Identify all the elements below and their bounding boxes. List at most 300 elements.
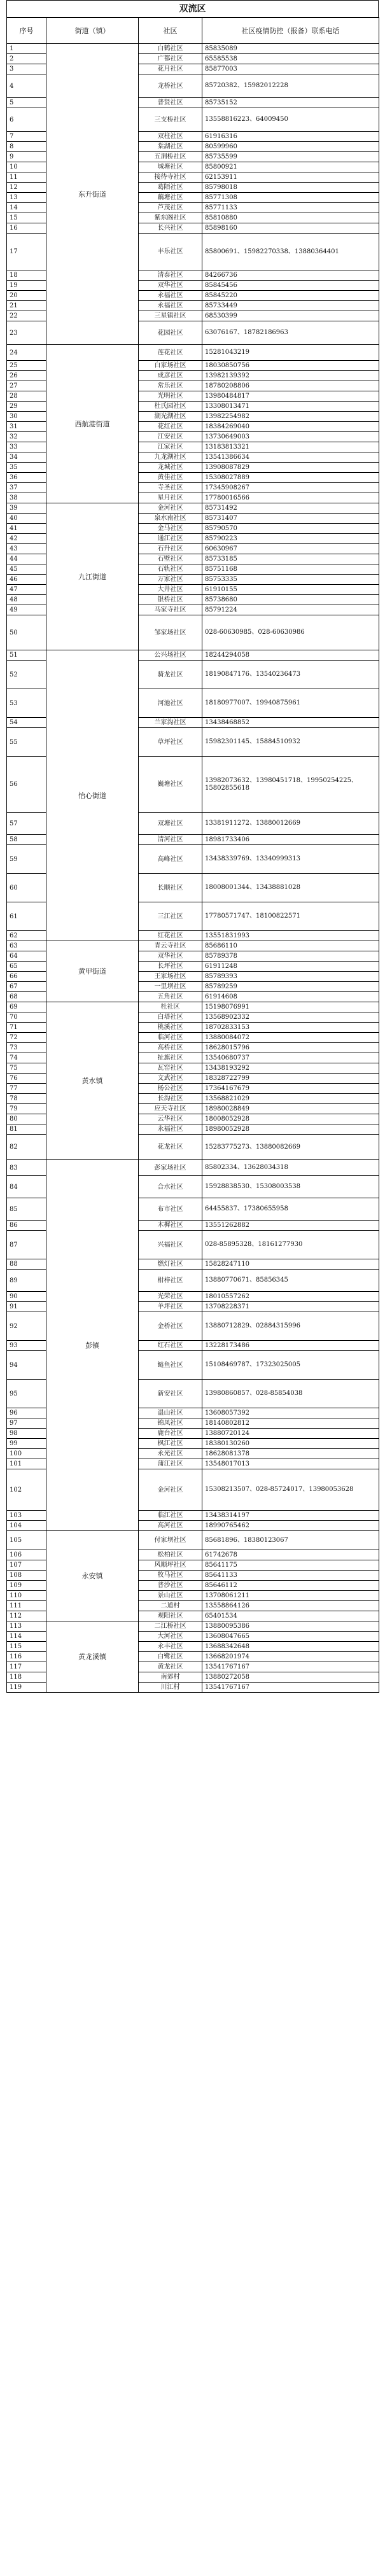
phone-cell: 85845456 [202, 281, 379, 291]
row-index: 15 [7, 213, 46, 223]
community-cell: 燃灯社区 [139, 1259, 202, 1270]
community-cell: 金河社区 [139, 503, 202, 514]
row-index: 72 [7, 1033, 46, 1043]
community-cell: 枫江社区 [139, 1439, 202, 1449]
community-cell: 花园社区 [139, 321, 202, 345]
phone-cell: 13558864126 [202, 1601, 379, 1611]
table-row [7, 44, 379, 54]
row-index: 34 [7, 452, 46, 463]
community-cell: 黄佳社区 [139, 473, 202, 483]
community-cell: 柑梓社区 [139, 1270, 202, 1292]
row-index: 71 [7, 1023, 46, 1033]
community-cell: 江安社区 [139, 432, 202, 442]
row-index: 74 [7, 1053, 46, 1063]
community-cell: 白鹤社区 [139, 44, 202, 54]
row-index: 7 [7, 132, 46, 142]
community-cell: 泉水南社区 [139, 514, 202, 524]
row-index: 64 [7, 951, 46, 962]
community-cell: 金桥社区 [139, 1312, 202, 1341]
row-index: 66 [7, 972, 46, 982]
phone-cell: 17780571747、18100822571 [202, 902, 379, 931]
row-index: 14 [7, 203, 46, 213]
row-index: 118 [7, 1672, 46, 1683]
community-cell: 青云寺社区 [139, 941, 202, 951]
community-cell: 万家社区 [139, 575, 202, 585]
row-index: 94 [7, 1351, 46, 1380]
district-cell: 怡心街道 [46, 650, 139, 941]
table-body [7, 44, 379, 1693]
table-row [7, 1531, 379, 1550]
community-cell: 寺圣社区 [139, 483, 202, 493]
row-index: 1 [7, 44, 46, 54]
phone-cell: 13438193292 [202, 1063, 379, 1074]
row-index: 55 [7, 728, 46, 757]
row-index: 117 [7, 1662, 46, 1672]
phone-cell: 13730649003 [202, 432, 379, 442]
table-row [7, 345, 379, 361]
community-cell: 红石社区 [139, 1341, 202, 1351]
header-community: 社区 [139, 18, 202, 44]
phone-cell: 13438468852 [202, 718, 379, 728]
row-index: 100 [7, 1449, 46, 1459]
row-index: 87 [7, 1231, 46, 1259]
row-index: 86 [7, 1221, 46, 1231]
community-cell: 公兴场社区 [139, 650, 202, 661]
community-cell: 成彦社区 [139, 371, 202, 381]
community-cell: 彭家场社区 [139, 1160, 202, 1176]
phone-cell: 85738680 [202, 595, 379, 605]
row-index: 68 [7, 992, 46, 1002]
phone-cell: 17364167679 [202, 1084, 379, 1094]
phone-cell: 18628081378 [202, 1449, 379, 1459]
row-index: 22 [7, 311, 46, 321]
phone-cell: 18008001344、13438881028 [202, 874, 379, 902]
community-cell: 清泰社区 [139, 270, 202, 281]
row-index: 50 [7, 615, 46, 650]
row-index: 36 [7, 473, 46, 483]
phone-cell: 13880095386 [202, 1621, 379, 1632]
community-cell: 临江社区 [139, 1511, 202, 1521]
phone-cell: 61911248 [202, 962, 379, 972]
community-cell: 新安社区 [139, 1380, 202, 1408]
row-index: 83 [7, 1160, 46, 1176]
row-index: 119 [7, 1683, 46, 1693]
phone-cell: 13541767167 [202, 1662, 379, 1672]
phone-cell: 13228173486 [202, 1341, 379, 1351]
community-cell: 永丰社区 [139, 1642, 202, 1652]
phone-cell: 85898160 [202, 223, 379, 234]
header-row [7, 18, 379, 44]
phone-cell: 18702833153 [202, 1023, 379, 1033]
community-cell: 瓦窑社区 [139, 1063, 202, 1074]
community-cell: 二道村 [139, 1601, 202, 1611]
community-cell: 永福社区 [139, 291, 202, 301]
phone-cell: 13880770671、85856345 [202, 1270, 379, 1292]
phone-cell: 13908087829 [202, 463, 379, 473]
row-index: 88 [7, 1259, 46, 1270]
row-index: 102 [7, 1469, 46, 1511]
row-index: 4 [7, 74, 46, 98]
community-cell: 文武社区 [139, 1074, 202, 1084]
row-index: 19 [7, 281, 46, 291]
row-index: 101 [7, 1459, 46, 1469]
community-cell: 金河社区 [139, 1469, 202, 1511]
community-cell: 棠湖社区 [139, 142, 202, 152]
community-cell: 观阳社区 [139, 1611, 202, 1621]
community-cell: 扯旗社区 [139, 1053, 202, 1063]
phone-cell: 18384269040 [202, 422, 379, 432]
community-cell: 羊坪社区 [139, 1302, 202, 1312]
phone-cell: 17780016566 [202, 493, 379, 503]
phone-cell: 85753335 [202, 575, 379, 585]
phone-cell: 18010557262 [202, 1292, 379, 1302]
row-index: 10 [7, 162, 46, 172]
phone-cell: 13880272058 [202, 1672, 379, 1683]
phone-cell: 13982073632、13980451718、19950254225、15802855618 [202, 757, 379, 813]
row-index: 111 [7, 1601, 46, 1611]
community-cell: 双柱社区 [139, 132, 202, 142]
community-cell: 石壁社区 [139, 554, 202, 564]
row-index: 59 [7, 845, 46, 874]
community-cell: 牧马社区 [139, 1571, 202, 1581]
row-index: 114 [7, 1632, 46, 1642]
phone-cell: 18981733406 [202, 835, 379, 845]
row-index: 105 [7, 1531, 46, 1550]
row-index: 62 [7, 931, 46, 941]
row-index: 29 [7, 402, 46, 412]
row-index: 12 [7, 183, 46, 193]
community-cell: 二江桥社区 [139, 1621, 202, 1632]
table-row [7, 1621, 379, 1632]
sheet-title: 双流区 [6, 0, 379, 17]
phone-cell: 15108469787、17323025005 [202, 1351, 379, 1380]
row-index: 61 [7, 902, 46, 931]
community-cell: 接待寺社区 [139, 172, 202, 183]
community-cell: 湖光湖社区 [139, 412, 202, 422]
phone-cell: 85790223 [202, 534, 379, 544]
row-index: 8 [7, 142, 46, 152]
community-cell: 石升社区 [139, 544, 202, 554]
row-index: 32 [7, 432, 46, 442]
table-row [7, 1160, 379, 1176]
community-cell: 兰家沟社区 [139, 718, 202, 728]
header-phone: 社区疫情防控（报备）联系电话 [202, 18, 379, 44]
phone-cell: 15198076991 [202, 1002, 379, 1012]
phone-cell: 13541767167 [202, 1683, 379, 1693]
community-cell: 大河社区 [139, 1632, 202, 1642]
phone-cell: 63076167、18782186963 [202, 321, 379, 345]
community-cell: 永福社区 [139, 1124, 202, 1135]
district-cell: 黄水镇 [46, 1002, 139, 1160]
community-cell: 藕塘社区 [139, 193, 202, 203]
phone-cell: 61910155 [202, 585, 379, 595]
row-index: 9 [7, 152, 46, 162]
community-cell: 王家场社区 [139, 972, 202, 982]
phone-cell: 85731407 [202, 514, 379, 524]
community-cell: 三星镇社区 [139, 311, 202, 321]
community-cell: 杜社区 [139, 1002, 202, 1012]
community-cell: 光明社区 [139, 391, 202, 402]
community-cell: 松柏社区 [139, 1550, 202, 1560]
row-index: 42 [7, 534, 46, 544]
community-cell: 花月社区 [139, 64, 202, 74]
community-cell: 红花社区 [139, 931, 202, 941]
row-index: 78 [7, 1094, 46, 1104]
district-cell: 彭镇 [46, 1160, 139, 1531]
community-cell: 通江社区 [139, 534, 202, 544]
table-row [7, 941, 379, 951]
community-cell: 临河社区 [139, 1033, 202, 1043]
phone-cell: 85733185 [202, 554, 379, 564]
phone-cell: 85641133 [202, 1571, 379, 1581]
phone-cell: 85791224 [202, 605, 379, 615]
row-index: 17 [7, 234, 46, 270]
row-index: 44 [7, 554, 46, 564]
phone-cell: 13880712829、02884315996 [202, 1312, 379, 1341]
phone-cell: 65401534 [202, 1611, 379, 1621]
phone-cell: 028-60630985、028-60630986 [202, 615, 379, 650]
row-index: 25 [7, 361, 46, 371]
community-cell: 川江村 [139, 1683, 202, 1693]
community-cell: 付家坝社区 [139, 1531, 202, 1550]
phone-cell: 13568821029 [202, 1094, 379, 1104]
community-cell: 三江社区 [139, 902, 202, 931]
community-cell: 高桥社区 [139, 1043, 202, 1053]
community-cell: 金马社区 [139, 524, 202, 534]
community-cell: 普贤社区 [139, 98, 202, 108]
phone-cell: 13551262882 [202, 1221, 379, 1231]
phone-cell: 18628015796 [202, 1043, 379, 1053]
community-cell: 合水社区 [139, 1176, 202, 1198]
community-cell: 巍塘社区 [139, 757, 202, 813]
row-index: 6 [7, 108, 46, 132]
district-cell: 东升街道 [46, 44, 139, 345]
phone-cell: 13381911272、13880012669 [202, 813, 379, 835]
row-index: 60 [7, 874, 46, 902]
phone-cell: 18380130260 [202, 1439, 379, 1449]
community-cell: 城塘社区 [139, 162, 202, 172]
community-cell: 高峰社区 [139, 845, 202, 874]
row-index: 31 [7, 422, 46, 432]
row-index: 28 [7, 391, 46, 402]
community-cell: 双华社区 [139, 951, 202, 962]
row-index: 63 [7, 941, 46, 951]
phone-cell: 85789259 [202, 982, 379, 992]
phone-cell: 15308027889 [202, 473, 379, 483]
phone-cell: 15828247110 [202, 1259, 379, 1270]
row-index: 93 [7, 1341, 46, 1351]
community-cell: 云华社区 [139, 1114, 202, 1124]
phone-cell: 18030850756 [202, 361, 379, 371]
row-index: 67 [7, 982, 46, 992]
phone-cell: 85877003 [202, 64, 379, 74]
row-index: 24 [7, 345, 46, 361]
row-index: 107 [7, 1560, 46, 1571]
phone-cell: 13608057392 [202, 1408, 379, 1418]
phone-cell: 18980052928 [202, 1124, 379, 1135]
phone-cell: 13982139392 [202, 371, 379, 381]
row-index: 49 [7, 605, 46, 615]
phone-cell: 13540680737 [202, 1053, 379, 1063]
district-cell: 黄甲街道 [46, 941, 139, 1002]
phone-cell: 13708061211 [202, 1591, 379, 1601]
row-index: 2 [7, 54, 46, 64]
community-cell: 兴福社区 [139, 1231, 202, 1259]
row-index: 109 [7, 1581, 46, 1591]
row-index: 20 [7, 291, 46, 301]
row-index: 92 [7, 1312, 46, 1341]
row-index: 89 [7, 1270, 46, 1292]
phone-cell: 84266736 [202, 270, 379, 281]
phone-cell: 65585538 [202, 54, 379, 64]
phone-cell: 85800691、15982270338、13880364401 [202, 234, 379, 270]
phone-cell: 85733449 [202, 301, 379, 311]
community-cell: 黄龙社区 [139, 1662, 202, 1672]
row-index: 84 [7, 1176, 46, 1198]
phone-cell: 64455837、17380655958 [202, 1198, 379, 1221]
phone-cell: 13880084072 [202, 1033, 379, 1043]
community-cell: 光荣社区 [139, 1292, 202, 1302]
community-cell: 普沙社区 [139, 1581, 202, 1591]
phone-cell: 85771133 [202, 203, 379, 213]
phone-cell: 85735152 [202, 98, 379, 108]
row-index: 96 [7, 1408, 46, 1418]
row-index: 30 [7, 412, 46, 422]
row-index: 37 [7, 483, 46, 493]
phone-cell: 85735599 [202, 152, 379, 162]
community-cell: 白塔社区 [139, 1012, 202, 1023]
row-index: 16 [7, 223, 46, 234]
phone-cell: 85800921 [202, 162, 379, 172]
district-cell: 西航港街道 [46, 345, 139, 503]
community-cell: 紫东阁社区 [139, 213, 202, 223]
phone-cell: 18980028849 [202, 1104, 379, 1114]
community-cell: 清河社区 [139, 835, 202, 845]
phone-cell: 13568902332 [202, 1012, 379, 1023]
district-cell: 黄龙溪镇 [46, 1621, 139, 1693]
community-cell: 白家场社区 [139, 361, 202, 371]
phone-cell: 13880720124 [202, 1429, 379, 1439]
community-cell: 永光社区 [139, 1449, 202, 1459]
row-index: 41 [7, 524, 46, 534]
phone-cell: 15982301145、15884510932 [202, 728, 379, 757]
phone-cell: 80599960 [202, 142, 379, 152]
community-cell: 龙桥社区 [139, 74, 202, 98]
row-index: 95 [7, 1380, 46, 1408]
phone-cell: 13708228371 [202, 1302, 379, 1312]
row-index: 99 [7, 1439, 46, 1449]
row-index: 53 [7, 689, 46, 718]
row-index: 58 [7, 835, 46, 845]
row-index: 38 [7, 493, 46, 503]
row-index: 57 [7, 813, 46, 835]
row-index: 110 [7, 1591, 46, 1601]
phone-cell: 85802334、13628034318 [202, 1160, 379, 1176]
row-index: 98 [7, 1429, 46, 1439]
community-cell: 长坪社区 [139, 962, 202, 972]
row-index: 26 [7, 371, 46, 381]
phone-cell: 85681896、18380123067 [202, 1531, 379, 1550]
community-cell: 河池社区 [139, 689, 202, 718]
phone-cell: 85720382、15982012228 [202, 74, 379, 98]
row-index: 27 [7, 381, 46, 391]
row-index: 73 [7, 1043, 46, 1053]
community-cell: 南郊村 [139, 1672, 202, 1683]
row-index: 106 [7, 1550, 46, 1560]
row-index: 47 [7, 585, 46, 595]
table-row [7, 650, 379, 661]
phone-cell: 85789378 [202, 951, 379, 962]
phone-cell: 18180977007、19940875961 [202, 689, 379, 718]
phone-cell: 60630967 [202, 544, 379, 554]
row-index: 91 [7, 1302, 46, 1312]
community-cell: 丰乐社区 [139, 234, 202, 270]
row-index: 45 [7, 564, 46, 575]
phone-cell: 85641175 [202, 1560, 379, 1571]
phone-cell: 18990765462 [202, 1521, 379, 1531]
community-cell: 马家寺社区 [139, 605, 202, 615]
phone-cell: 18780208806 [202, 381, 379, 391]
community-cell: 花龙社区 [139, 1135, 202, 1160]
row-index: 48 [7, 595, 46, 605]
community-cell: 白鹭社区 [139, 1652, 202, 1662]
row-index: 33 [7, 442, 46, 452]
row-index: 39 [7, 503, 46, 514]
phone-cell: 85731492 [202, 503, 379, 514]
community-cell: 双塘社区 [139, 813, 202, 835]
phone-cell: 13688342648 [202, 1642, 379, 1652]
district-cell: 永安镇 [46, 1531, 139, 1621]
phone-cell: 85686110 [202, 941, 379, 951]
community-cell: 草坪社区 [139, 728, 202, 757]
community-cell: 大井社区 [139, 585, 202, 595]
community-cell: 广都社区 [139, 54, 202, 64]
community-cell: 桃溪社区 [139, 1023, 202, 1033]
phone-cell: 13551831993 [202, 931, 379, 941]
phone-cell: 61742678 [202, 1550, 379, 1560]
phone-cell: 85771308 [202, 193, 379, 203]
row-index: 80 [7, 1114, 46, 1124]
table-row [7, 503, 379, 514]
row-index: 113 [7, 1621, 46, 1632]
community-cell: 一里坝社区 [139, 982, 202, 992]
row-index: 3 [7, 64, 46, 74]
row-index: 40 [7, 514, 46, 524]
row-index: 23 [7, 321, 46, 345]
row-index: 56 [7, 757, 46, 813]
contact-sheet [6, 0, 379, 1693]
phone-cell: 13548017013 [202, 1459, 379, 1469]
row-index: 97 [7, 1418, 46, 1429]
phone-cell: 15281043219 [202, 345, 379, 361]
row-index: 13 [7, 193, 46, 203]
row-index: 52 [7, 661, 46, 689]
phone-cell: 13668201974 [202, 1652, 379, 1662]
row-index: 5 [7, 98, 46, 108]
phone-cell: 61916316 [202, 132, 379, 142]
phone-cell: 028-85895328、18161277930 [202, 1231, 379, 1259]
row-index: 35 [7, 463, 46, 473]
phone-cell: 13982254982 [202, 412, 379, 422]
row-index: 69 [7, 1002, 46, 1012]
header-district: 街道（镇） [46, 18, 139, 44]
phone-cell: 68530399 [202, 311, 379, 321]
phone-cell: 15308213507、028-85724017、13980053628 [202, 1469, 379, 1511]
row-index: 43 [7, 544, 46, 554]
phone-cell: 85646112 [202, 1581, 379, 1591]
phone-cell: 18008052928 [202, 1114, 379, 1124]
row-index: 82 [7, 1135, 46, 1160]
